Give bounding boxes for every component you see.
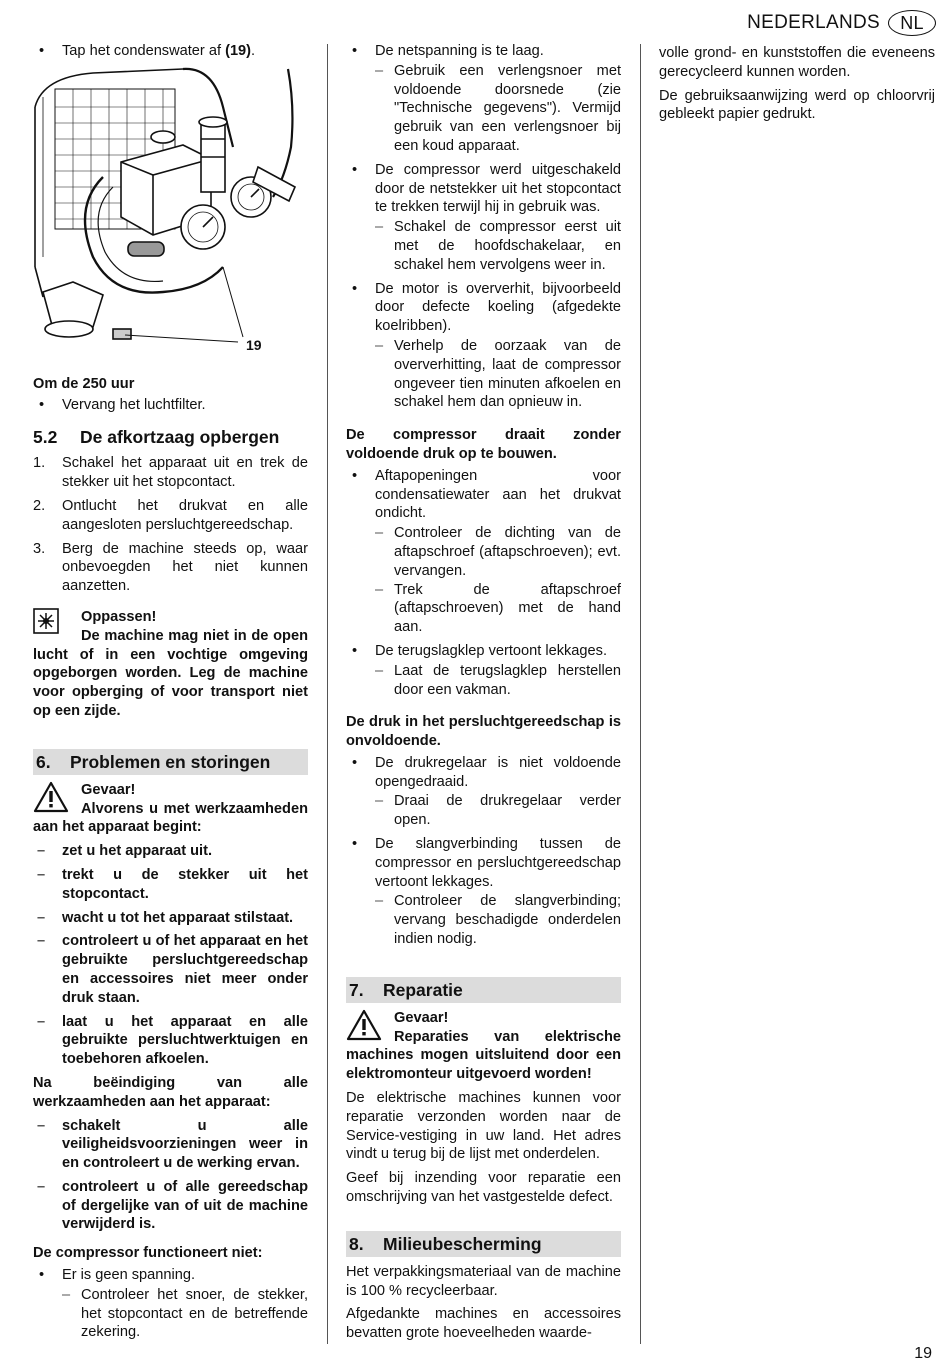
fault-cause: • De drukregelaar is niet voldoende opengedraaid. – Draai de drukregelaar verder open. [346, 754, 621, 830]
environment-paragraph: De gebruiksaanwijzing werd op chloorvrij gebleekt papier gedrukt. [659, 87, 935, 123]
fault-fix: – Trek de aftapschroef (aftapschroeven) met de hand aan. [375, 581, 621, 637]
before-item: – controleert u of het apparaat en het gebruikte persluchtgereedschap en accessoires niet meer onder druk staan. [33, 932, 308, 1007]
danger-title: Gevaar! [81, 781, 136, 798]
caution-box [33, 608, 308, 721]
tap-list [33, 42, 308, 61]
interval-item: • Vervang het luchtfilter. [33, 396, 308, 415]
column-3 [659, 44, 935, 129]
storage-step: 2. Ontlucht het drukvat en alle aangesloten persluchtgereedschap. [33, 497, 308, 533]
fault-cause: • De netspanning is te laag. – Gebruik een verlengsnoer met voldoende doorsnede (zie "Technische gegevens"). Vermijd gebruik van een verlengsnoer bij een koud apparaat. [346, 42, 621, 156]
page-number: 19 [914, 1345, 932, 1363]
warning-triangle-icon [33, 781, 81, 815]
compressor-illustration [33, 67, 303, 357]
column-2 [346, 42, 621, 1348]
section-6-heading: 6. Problemen en storingen [33, 749, 308, 775]
danger-box [33, 781, 308, 837]
fault-fix: – Controleer de dichting van de aftapschroef (aftapschroeven); evt. vervangen. [375, 524, 621, 580]
fault-list [346, 467, 621, 700]
interval-list [33, 396, 308, 415]
fault-fix: – Schakel de compressor eerst uit met de hoofdschakelaar, en schakel hem vervolgens weer in. [375, 218, 621, 274]
tap-item: • Tap het condenswater af (19). [33, 42, 308, 61]
fault-list [33, 1266, 308, 1342]
danger-text: Reparaties van elektrische machines mogen uitsluitend door een elektromonteur uitgevoerd worden! [346, 1028, 621, 1083]
section-5-2-heading: 5.2 De afkortzaag opbergen [33, 427, 280, 448]
fault-cause: • De motor is oververhit, bijvoorbeeld door defecte koeling (afgedekte koelribben). – Verhelp de oorzaak van de oververhitting, laat de compressor ongeveer tien minuten afkoelen en schakel hem dan opnieuw in. [346, 280, 621, 413]
fault-cause: • Er is geen spanning. – Controleer het snoer, de stekker, het stopcontact en de betreffende zekering. [33, 1266, 308, 1342]
environment-paragraph: Het verpakkingsmateriaal van de machine is 100 % recycleerbaar. [346, 1263, 621, 1299]
fault-cause: • De slangverbinding tussen de compressor en persluchtgereedschap vertoont lekkages. – Controleer de slangverbinding; vervang beschadigde onderdelen indien nodig. [346, 835, 621, 949]
fault-heading: De compressor draait zonder voldoende druk op te bouwen. [346, 427, 621, 462]
interval-heading: Om de 250 uur [33, 375, 135, 392]
before-item: – trekt u de stekker uit het stopcontact. [33, 866, 308, 904]
fault-fix: – Gebruik een verlengsnoer met voldoende doorsnede (zie "Technische gegevens"). Vermijd gebruik van een verlengsnoer bij een koud apparaat. [375, 62, 621, 156]
environment-paragraph: Afgedankte machines en accessoires bevatten grote hoeveelheden waarde- [346, 1306, 621, 1342]
storage-step: 3. Berg de machine steeds op, waar onbevoegden het niet kunnen aanzetten. [33, 540, 308, 595]
fault-list [346, 42, 621, 412]
section-7-heading: 7. Reparatie [346, 977, 621, 1003]
caution-icon [33, 608, 81, 642]
repair-paragraph: De elektrische machines kunnen voor reparatie verzonden worden naar de Service-vestiging in uw land. Het adres vindt u terug bij de lijst met onderdelen. [346, 1090, 621, 1163]
caution-text: De machine mag niet in de open lucht of in een vochtige omgeving opgeborgen worden. Leg de machine voor opberging of voor transport niet op een zijde. [33, 627, 308, 719]
after-work-intro: Na beëindiging van alle werkzaamheden aan het apparaat: [33, 1074, 308, 1110]
fault-cause: • De compressor werd uitgeschakeld door de netstekker uit het stopcontact te trekken terwijl hij in gebruik was. – Schakel de compressor eerst uit met de hoofdschakelaar, en schakel hem vervolgens weer in. [346, 161, 621, 275]
before-item: – wacht u tot het apparaat stilstaat. [33, 909, 308, 928]
fault-heading: De druk in het persluchtgereedschap is onvoldoende. [346, 714, 621, 750]
fault-fix: – Controleer de slangverbinding; vervang beschadigde onderdelen indien nodig. [375, 892, 621, 948]
column-1 [33, 42, 308, 1347]
fault-fix: – Verhelp de oorzaak van de oververhitting, laat de compressor ongeveer tien minuten afkoelen en schakel hem dan opnieuw in. [375, 337, 621, 412]
before-item: – zet u het apparaat uit. [33, 842, 308, 861]
figure-label: 19 [246, 336, 262, 353]
storage-steps [33, 454, 308, 596]
language-header [747, 10, 936, 36]
fault-cause: • Aftapopeningen voor condensatiewater aan het drukvat ondicht. – Controleer de dichting van de aftapschroef (aftapschroeven); evt. vervangen. – Trek de aftapschroef (aftapschroeven) met de hand aan. [346, 467, 621, 637]
section-8-heading: 8. Milieubescherming [346, 1231, 621, 1257]
before-item: – laat u het apparaat en alle gebruikte persluchtwerktuigen en toebehoren afkoelen. [33, 1013, 308, 1069]
column-divider [640, 44, 641, 1344]
danger-intro: Alvorens u met werkzaamheden aan het apparaat begint: [33, 800, 308, 836]
caution-title: Oppassen! [81, 608, 157, 625]
fault-list [346, 754, 621, 949]
environment-paragraph: volle grond- en kunststoffen die eveneens gerecycleerd kunnen worden. [659, 45, 935, 80]
danger-title: Gevaar! [394, 1009, 449, 1026]
warning-triangle-icon [346, 1009, 394, 1043]
repair-paragraph: Geef bij inzending voor reparatie een omschrijving van het vastgestelde defect. [346, 1170, 621, 1206]
fault-cause: • De terugslagklep vertoont lekkages. – Laat de terugslagklep herstellen door een vakman. [346, 642, 621, 699]
after-item: – schakelt u alle veiligheidsvoorzieningen weer in en controleert u de werking ervan. [33, 1117, 308, 1173]
fault-fix: – Laat de terugslagklep herstellen door een vakman. [375, 662, 621, 700]
after-work-list [33, 1117, 308, 1235]
before-work-list [33, 842, 308, 1069]
column-divider [327, 44, 328, 1344]
fault-fix: – Controleer het snoer, de stekker, het stopcontact en de betreffende zekering. [62, 1286, 308, 1342]
storage-step: 1. Schakel het apparaat uit en trek de stekker uit het stopcontact. [33, 455, 308, 491]
language-badge: NL [888, 10, 936, 36]
fault-heading: De compressor functioneert niet: [33, 1245, 263, 1262]
language-label: NEDERLANDS [747, 11, 880, 33]
fault-fix: – Draai de drukregelaar verder open. [375, 792, 621, 830]
danger-box [346, 1009, 621, 1084]
after-item: – controleert u of alle gereedschap of dergelijke van of uit de machine verwijderd is. [33, 1178, 308, 1234]
compressor-drawing [33, 67, 303, 357]
